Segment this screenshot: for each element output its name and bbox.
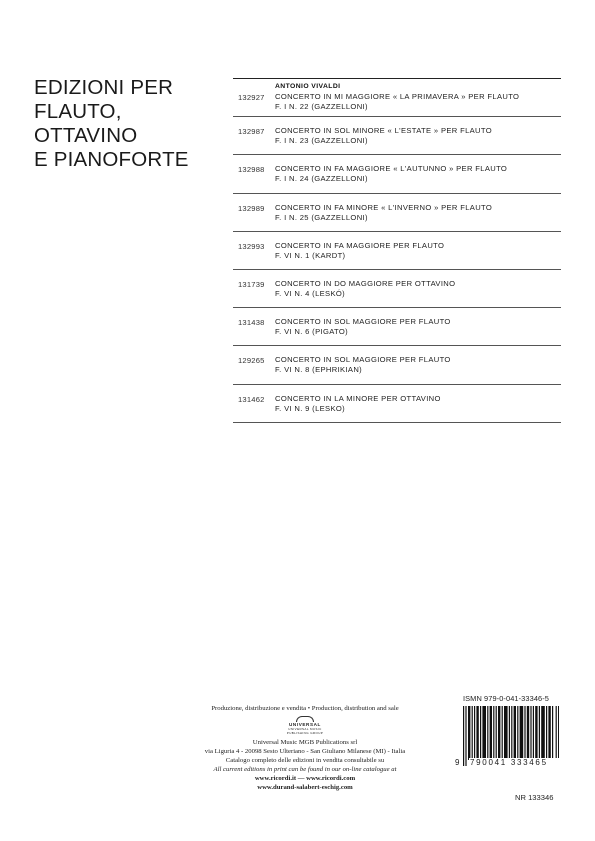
production-line: Produzione, distribuzione e vendita • Production, distribution and sale bbox=[211, 705, 399, 712]
catalog-entry bbox=[233, 194, 561, 232]
heading-line-4: E PIANOFORTE bbox=[34, 148, 189, 171]
link-separator: — bbox=[296, 775, 307, 782]
work-title: CONCERTO IN FA MINORE « L'INVERNO » PER FLAUTO bbox=[275, 202, 493, 212]
work-title: CONCERTO IN FA MAGGIORE « L'AUTUNNO » PER FLAUTO bbox=[275, 164, 508, 174]
catalog-note-en: All current editions in print can be found in our on-line catalogue at bbox=[213, 766, 397, 773]
catalog-code: 132993 bbox=[238, 241, 265, 251]
work-detail: F. I N. 22 (GAZZELLONI) bbox=[275, 102, 368, 111]
catalog-code: 132927 bbox=[238, 93, 265, 102]
catalog-note-it: Catalogo completo delle edizioni in vendita consultabile su bbox=[225, 757, 385, 764]
catalog-code: 131438 bbox=[238, 318, 265, 328]
catalog-code: 129265 bbox=[238, 356, 265, 366]
catalog-entry bbox=[233, 117, 561, 155]
work-detail: F. VI N. 9 (LESKO) bbox=[275, 403, 346, 413]
barcode-lead-digit: 9 bbox=[455, 758, 460, 767]
catalog-entry bbox=[233, 385, 561, 423]
barcode bbox=[455, 706, 568, 767]
barcode-bars bbox=[463, 706, 559, 766]
plate-number: NR 133346 bbox=[515, 793, 554, 802]
work-title: CONCERTO IN DO MAGGIORE PER OTTAVINO bbox=[275, 278, 456, 288]
work-detail: F. I N. 25 (GAZZELLONI) bbox=[275, 212, 368, 222]
company-address: via Liguria 4 - 20098 Sesto Ulteriano - San Giuliano Milanese (MI) - Italia bbox=[204, 748, 406, 755]
catalog-entry bbox=[233, 79, 561, 117]
work-title: CONCERTO IN LA MINORE PER OTTAVINO bbox=[275, 393, 441, 403]
website-links bbox=[170, 774, 440, 783]
composer-name: ANTONIO VIVALDI bbox=[275, 83, 341, 90]
catalog-code: 132987 bbox=[238, 127, 265, 137]
company-name: Universal Music MGB Publications srl bbox=[252, 739, 358, 746]
catalog-entry bbox=[233, 155, 561, 193]
heading-line-2: FLAUTO, bbox=[34, 100, 122, 123]
work-detail: F. I N. 24 (GAZZELLONI) bbox=[275, 174, 368, 184]
catalog-list bbox=[233, 78, 561, 423]
heading-line-1: EDIZIONI PER bbox=[34, 76, 174, 99]
catalog-code: 132988 bbox=[238, 165, 265, 175]
logo-subtitle-2: PUBLISHING GROUP bbox=[286, 731, 324, 735]
barcode-block bbox=[455, 694, 568, 767]
logo-subtitle-1: UNIVERSAL MUSIC bbox=[288, 727, 322, 731]
catalog-entry bbox=[233, 308, 561, 346]
catalog-entry bbox=[233, 346, 561, 384]
work-title: CONCERTO IN SOL MAGGIORE PER FLAUTO bbox=[275, 355, 451, 365]
barcode-digits: 790041 333465 bbox=[469, 758, 561, 767]
work-detail: F. VI N. 4 (LESKÓ) bbox=[275, 288, 346, 298]
work-title: CONCERTO IN SOL MINORE « L'ESTATE » PER FLAUTO bbox=[275, 126, 492, 136]
work-title: CONCERTO IN FA MAGGIORE PER FLAUTO bbox=[275, 240, 445, 250]
catalog-code: 131739 bbox=[238, 279, 265, 289]
publisher-footer bbox=[170, 704, 440, 792]
work-detail: F. I N. 23 (GAZZELLONI) bbox=[275, 136, 368, 146]
universal-logo bbox=[283, 716, 327, 735]
ismn-label: ISMN 979-0-041-33346-5 bbox=[463, 694, 550, 703]
work-title: CONCERTO IN MI MAGGIORE « LA PRIMAVERA » PER FLAUTO bbox=[275, 92, 520, 101]
work-detail: F. VI N. 6 (PIGATO) bbox=[275, 327, 349, 337]
work-detail: F. VI N. 8 (EPHRIKIAN) bbox=[275, 365, 363, 375]
work-title: CONCERTO IN SOL MAGGIORE PER FLAUTO bbox=[275, 317, 451, 327]
website-link[interactable]: www.ricordi.com bbox=[306, 775, 356, 782]
catalog-entry bbox=[233, 232, 561, 270]
catalog-code: 132989 bbox=[238, 203, 265, 213]
catalog-heading bbox=[34, 76, 224, 172]
catalog-code: 131462 bbox=[238, 394, 265, 404]
work-detail: F. VI N. 1 (KARDT) bbox=[275, 250, 346, 260]
catalog-entry bbox=[233, 270, 561, 308]
website-link[interactable]: www.ricordi.it bbox=[254, 775, 297, 782]
website-link[interactable]: www.durand-salabert-eschig.com bbox=[257, 784, 353, 791]
heading-line-3: OTTAVINO bbox=[34, 124, 138, 147]
logo-brand: UNIVERSAL bbox=[289, 722, 321, 727]
